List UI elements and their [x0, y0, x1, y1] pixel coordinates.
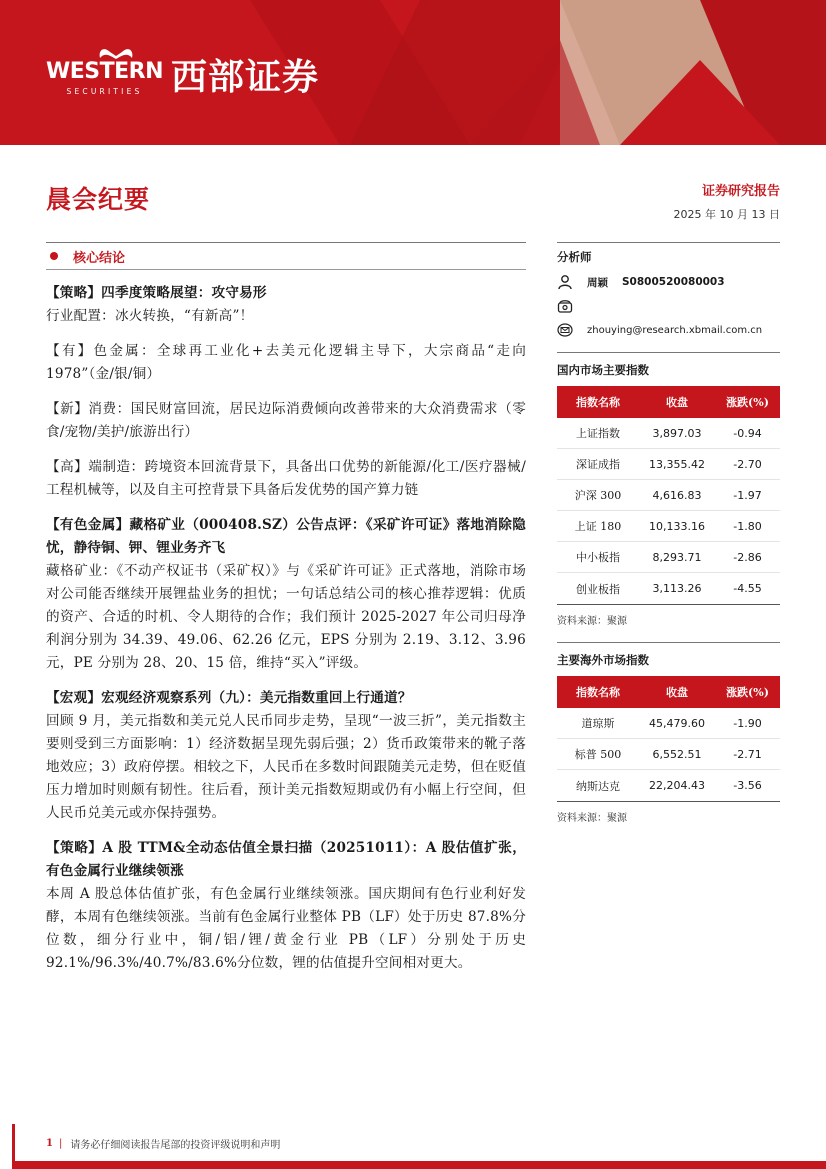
table-row [557, 770, 780, 801]
item-line: 行业配置：冰火转换，“有新高”！ [46, 308, 254, 324]
valuation-report [46, 837, 526, 975]
report-date: 2025 年 10 月 13 日 [673, 208, 780, 221]
overseas-table-title: 主要海外市场指数 [557, 642, 780, 676]
analyst-name-row [557, 270, 780, 294]
index-change: -3.56 [733, 779, 762, 792]
bullet-icon [50, 252, 58, 260]
index-name: 中小板指 [576, 551, 620, 564]
index-name: 创业板指 [576, 582, 620, 596]
strategy-item [46, 282, 526, 328]
index-name: 沪深 300 [574, 489, 622, 502]
manufacturing-item: 【高】端制造：跨境资本回流背景下，具备出口优势的新能源/化工/医疗器械/工程机械等，以及自主可控背景下具备后发优势的国产算力链 [46, 459, 526, 498]
item-body: 藏格矿业：《不动产权证书（采矿权）》与《采矿许可证》正式落地，消除市场对公司能否继续开展锂盐业务的担忧；一句话总结公司的核心推荐逻辑：优质的资产、合适的时机、令人期待的合作；我们预计 2025-2027 年公司归母净利润分别为 34.39、49.06、62.26 亿元，EPS 分别为 2.19、3.12、3.96 元，PE 分别为 28、20、15 倍，维持“买入”评级。 [46, 563, 526, 671]
header-close: 收盘 [666, 396, 688, 409]
index-change: -0.94 [733, 426, 762, 440]
index-change: -1.90 [733, 716, 762, 730]
person-icon [557, 274, 573, 290]
header-change: 涨跌(%) [726, 396, 769, 409]
table-row [557, 418, 780, 449]
index-change: -2.71 [733, 747, 762, 761]
index-change: -2.70 [733, 457, 762, 471]
brand-logo [46, 58, 319, 98]
logo-cn: 西部证券 [171, 57, 320, 98]
index-close: 22,204.43 [649, 779, 705, 792]
index-name: 标普 500 [574, 748, 622, 761]
index-name: 纳斯达克 [576, 779, 620, 793]
analyst-header [557, 242, 780, 270]
domestic-source: 资料来源：聚源 [557, 604, 780, 630]
index-name: 深证成指 [576, 458, 620, 471]
page-footer [46, 1136, 280, 1151]
index-close: 4,616.83 [652, 488, 702, 502]
index-close: 10,133.16 [649, 519, 705, 533]
page-title: 晨会纪要 [46, 185, 151, 214]
email-icon [557, 322, 573, 338]
sidebar [557, 242, 780, 827]
analyst-title: 分析师 [557, 249, 592, 264]
header-change: 涨跌(%) [726, 686, 769, 699]
index-close: 6,552.51 [652, 747, 702, 761]
item-heading: 【策略】A 股 TTM&全动态估值全景扫描（20251011）：A 股估值扩张，有色金属行业继续领涨 [46, 840, 526, 879]
overseas-source: 资料来源：聚源 [557, 801, 780, 827]
index-name: 道琼斯 [581, 717, 615, 730]
analyst-email[interactable]: zhouying@research.xbmail.com.cn [587, 324, 763, 336]
index-change: -1.80 [733, 519, 762, 533]
item-body: 本周 A 股总体估值扩张，有色金属行业继续领涨。国庆期间有色行业利好发酵，本周有色继续领涨。当前有色金属行业整体 PB（LF）处于历史 87.8%分位数，细分行业中，铜/铝/锂/黄金行业 PB（LF）分别处于历史 92.1%/96.3%/40.7%/83.6%分位数，锂的估值提升空间相对更大。 [46, 886, 526, 971]
table-row [557, 542, 780, 573]
header-close: 收盘 [666, 686, 688, 699]
item-heading: 【有色金属】藏格矿业（000408.SZ）公告点评：《采矿许可证》落地消除隐忧，静待铜、钾、锂业务齐飞 [46, 517, 526, 556]
index-close: 45,479.60 [649, 716, 705, 730]
table-row [557, 573, 780, 604]
index-close: 8,293.71 [652, 550, 702, 564]
analyst-phone-row [557, 294, 780, 318]
analyst-license: S0800520080003 [622, 276, 725, 288]
item-body: 回顾 9 月，美元指数和美元兑人民币同步走势，呈现“一波三折”，美元指数主要则受到三方面影响：1）经济数据呈现先弱后强；2）货币政策带来的靴子落地效应；3）政府停摆。相较之下，人民币在多数时间跟随美元走势，但在贬值压力增加时则颇有韧性。往后看，预计美元指数短期或仍有小幅上行空间，但人民币兑美元或亦保持强势。 [46, 713, 526, 821]
core-conclusions [46, 242, 526, 975]
header-banner [0, 0, 826, 145]
overseas-table-header [557, 676, 780, 708]
bull-horn-icon [96, 44, 136, 60]
index-close: 13,355.42 [649, 457, 705, 471]
footer-notice: 请务必仔细阅读报告尾部的投资评级说明和声明 [70, 1140, 281, 1151]
item-heading: 【策略】四季度策略展望：攻守易形 [46, 285, 267, 301]
analyst-email-row [557, 318, 780, 342]
index-name: 上证 180 [574, 520, 622, 533]
header-name: 指数名称 [576, 686, 620, 699]
section-header [46, 242, 526, 270]
macro-report [46, 687, 526, 825]
analyst-name: 周颖 [587, 276, 608, 289]
table-row [557, 511, 780, 542]
consumption-item: 【新】消费：国民财富回流，居民边际消费倾向改善带来的大众消费需求（零食/宠物/美护/旅游出行） [46, 401, 526, 440]
header-name: 指数名称 [576, 396, 620, 409]
logo-sub: SECURITIES [66, 86, 143, 96]
index-name: 上证指数 [576, 427, 620, 440]
table-row [557, 708, 780, 739]
phone-icon [557, 298, 573, 314]
report-type: 证券研究报告 [701, 184, 780, 199]
table-row [557, 739, 780, 770]
logo-en: WESTERN [46, 58, 164, 84]
domestic-table-header [557, 386, 780, 418]
metals-item: 【有】色金属：全球再工业化+去美元化逻辑主导下，大宗商品“走向 1978”（金/银/铜） [46, 343, 526, 382]
footer-separator: | [58, 1138, 63, 1149]
company-report [46, 514, 526, 675]
item-heading: 【宏观】宏观经济观察系列（九）：美元指数重回上行通道？ [46, 690, 412, 706]
section-title: 核心结论 [73, 250, 126, 266]
index-close: 3,113.26 [652, 582, 702, 595]
index-change: -4.55 [733, 582, 762, 595]
domestic-table-title: 国内市场主要指数 [557, 352, 780, 386]
index-change: -1.97 [733, 488, 762, 502]
index-close: 3,897.03 [652, 426, 702, 440]
footer-accent-bar [12, 1161, 826, 1169]
table-row [557, 480, 780, 511]
index-change: -2.86 [733, 550, 762, 564]
page-number: 1 [46, 1138, 53, 1149]
table-row [557, 449, 780, 480]
